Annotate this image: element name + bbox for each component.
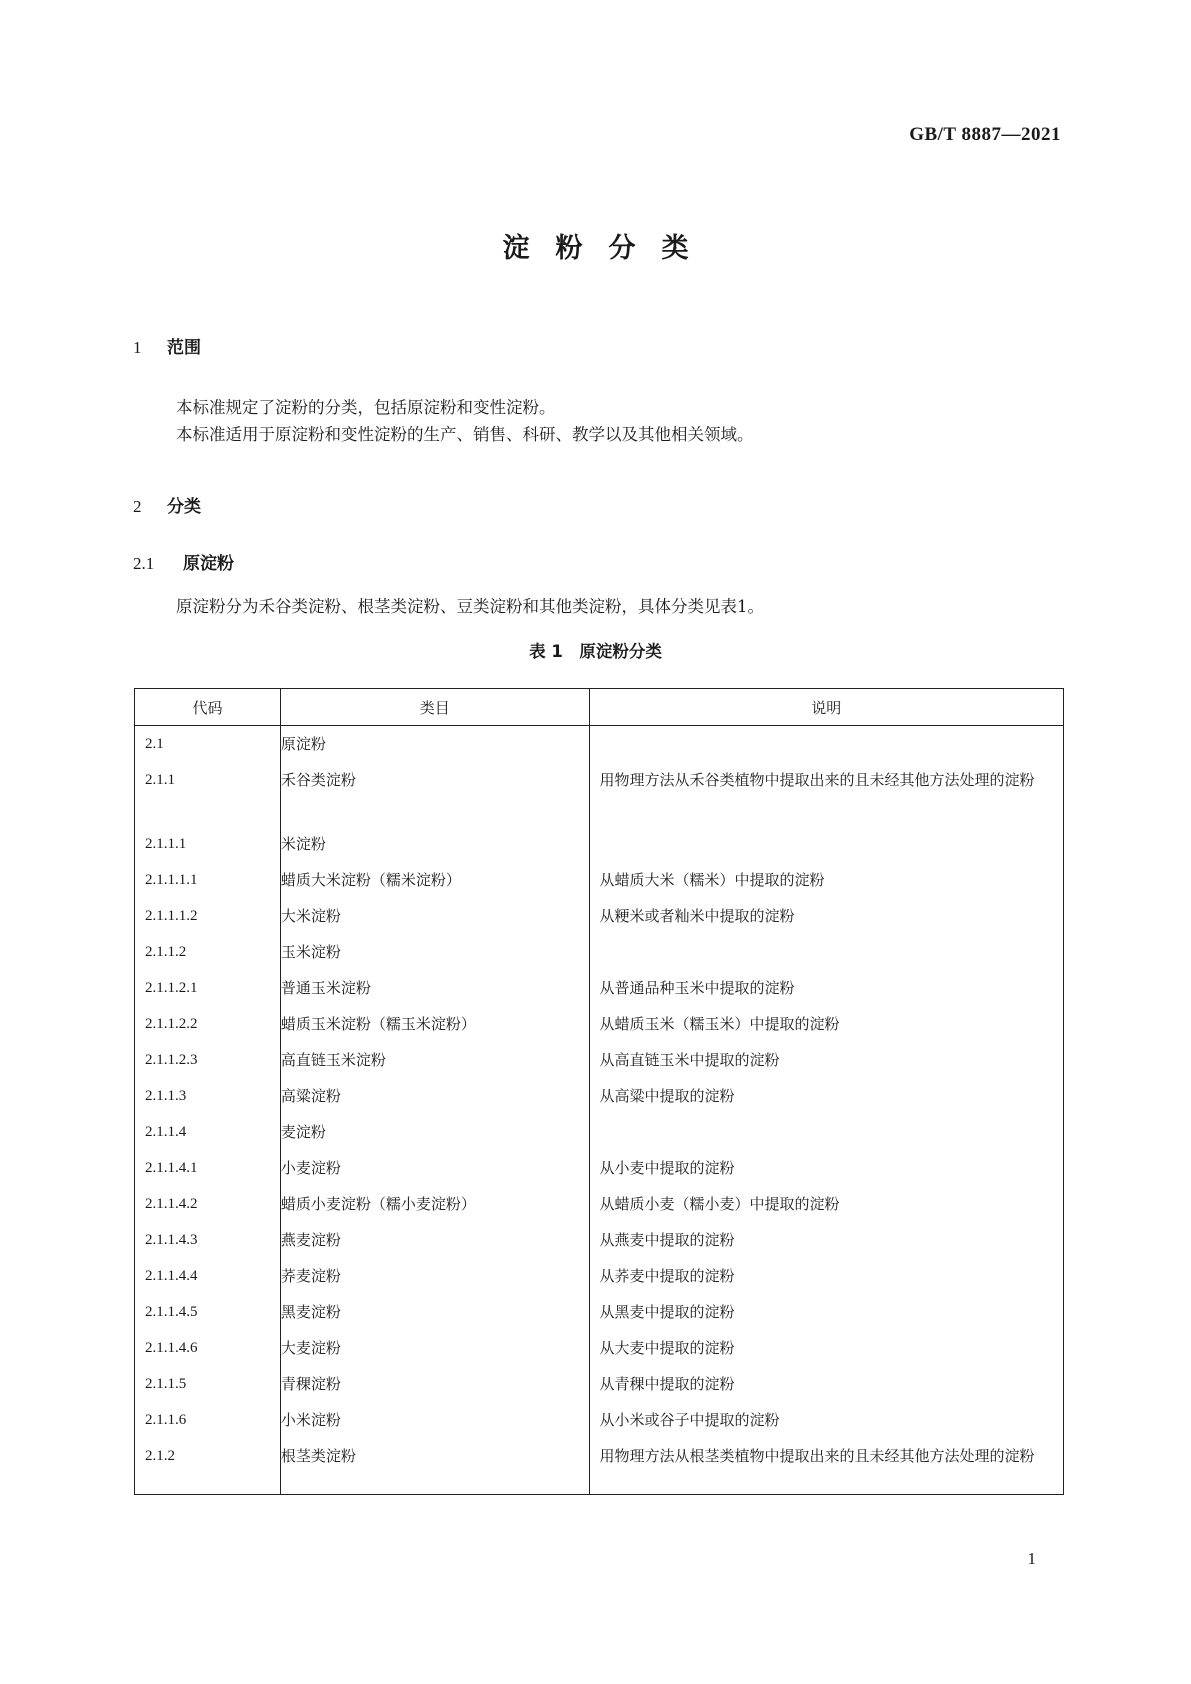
- table-row: [135, 1046, 1064, 1082]
- cell-category: 玉米淀粉: [280, 938, 589, 974]
- table-row: [135, 766, 1064, 830]
- cell-category: 荞麦淀粉: [280, 1262, 589, 1298]
- cell-category: 大米淀粉: [280, 902, 589, 938]
- cell-code: 2.1.1.1: [135, 830, 281, 866]
- table-header-row: [135, 689, 1064, 726]
- starch-classification-table: [134, 688, 1064, 1495]
- cell-description: 从荞麦中提取的淀粉: [589, 1262, 1063, 1298]
- cell-category: 蜡质小麦淀粉（糯小麦淀粉）: [280, 1190, 589, 1226]
- cell-category: 蜡质玉米淀粉（糯玉米淀粉）: [280, 1010, 589, 1046]
- cell-code: 2.1.1.2.2: [135, 1010, 281, 1046]
- table-row: [135, 1226, 1064, 1262]
- header-category: 类目: [280, 689, 589, 726]
- cell-category: 高粱淀粉: [280, 1082, 589, 1118]
- cell-description: 从蜡质小麦（糯小麦）中提取的淀粉: [589, 1190, 1063, 1226]
- section-2-heading: [133, 492, 201, 517]
- table-row: [135, 1118, 1064, 1154]
- cell-description: 从小米或谷子中提取的淀粉: [589, 1406, 1063, 1442]
- cell-code: 2.1.1.1.1: [135, 866, 281, 902]
- cell-description: 从蜡质大米（糯米）中提取的淀粉: [589, 866, 1063, 902]
- cell-code: 2.1.1.4.4: [135, 1262, 281, 1298]
- cell-description: 从粳米或者籼米中提取的淀粉: [589, 902, 1063, 938]
- cell-description: 从高直链玉米中提取的淀粉: [589, 1046, 1063, 1082]
- section-1-paragraph-2: 本标准适用于原淀粉和变性淀粉的生产、销售、科研、教学以及其他相关领域。: [176, 425, 754, 444]
- table-row: [135, 1154, 1064, 1190]
- table-row: [135, 726, 1064, 767]
- table-row: [135, 1262, 1064, 1298]
- page-number: 1: [1027, 1549, 1036, 1568]
- cell-code: 2.1.1.2.1: [135, 974, 281, 1010]
- table-row: [135, 1010, 1064, 1046]
- cell-description: 从青稞中提取的淀粉: [589, 1370, 1063, 1406]
- cell-category: 黑麦淀粉: [280, 1298, 589, 1334]
- cell-code: 2.1.1.4.3: [135, 1226, 281, 1262]
- table-row: [135, 1406, 1064, 1442]
- table-row: [135, 1082, 1064, 1118]
- cell-code: 2.1: [135, 726, 281, 767]
- cell-category: 小麦淀粉: [280, 1154, 589, 1190]
- table-row: [135, 1334, 1064, 1370]
- section-1-heading: [133, 333, 201, 358]
- cell-description: [589, 1118, 1063, 1154]
- cell-description: 从燕麦中提取的淀粉: [589, 1226, 1063, 1262]
- cell-code: 2.1.1.4.6: [135, 1334, 281, 1370]
- cell-code: 2.1.1.6: [135, 1406, 281, 1442]
- cell-code: 2.1.1.5: [135, 1370, 281, 1406]
- table-caption: 表 1 原淀粉分类: [529, 642, 662, 661]
- section-1-title: 范围: [167, 338, 201, 358]
- cell-category: 燕麦淀粉: [280, 1226, 589, 1262]
- cell-code: 2.1.1.4.1: [135, 1154, 281, 1190]
- cell-description: 从高粱中提取的淀粉: [589, 1082, 1063, 1118]
- table-row: [135, 1298, 1064, 1334]
- table-row: [135, 974, 1064, 1010]
- section-2-title: 分类: [167, 497, 201, 517]
- section-1-number: 1: [133, 338, 142, 357]
- cell-category: 青稞淀粉: [280, 1370, 589, 1406]
- section-2-number: 2: [133, 497, 142, 516]
- cell-category: 禾谷类淀粉: [280, 766, 589, 830]
- table-row: [135, 1190, 1064, 1226]
- section-2-1-number: 2.1: [133, 554, 155, 573]
- cell-category: 大麦淀粉: [280, 1334, 589, 1370]
- document-title: 淀粉分类: [502, 233, 715, 264]
- table-row: [135, 1370, 1064, 1406]
- cell-category: 米淀粉: [280, 830, 589, 866]
- table-row: [135, 830, 1064, 866]
- cell-description: 从黑麦中提取的淀粉: [589, 1298, 1063, 1334]
- table-body: [135, 726, 1064, 1495]
- header-description: 说明: [589, 689, 1063, 726]
- cell-category: 麦淀粉: [280, 1118, 589, 1154]
- cell-description: [589, 830, 1063, 866]
- header-code: 代码: [135, 689, 281, 726]
- cell-description: 用物理方法从根茎类植物中提取出来的且未经其他方法处理的淀粉: [589, 1442, 1063, 1495]
- cell-code: 2.1.1.2: [135, 938, 281, 974]
- cell-code: 2.1.1.3: [135, 1082, 281, 1118]
- cell-category: 普通玉米淀粉: [280, 974, 589, 1010]
- section-2-1-title: 原淀粉: [183, 554, 234, 574]
- table-row: [135, 902, 1064, 938]
- cell-description: 从普通品种玉米中提取的淀粉: [589, 974, 1063, 1010]
- cell-description: [589, 726, 1063, 767]
- cell-code: 2.1.1.4: [135, 1118, 281, 1154]
- table-row: [135, 866, 1064, 902]
- cell-code: 2.1.2: [135, 1442, 281, 1495]
- table-row: [135, 938, 1064, 974]
- cell-code: 2.1.1.4.5: [135, 1298, 281, 1334]
- cell-description: 用物理方法从禾谷类植物中提取出来的且未经其他方法处理的淀粉: [589, 766, 1063, 830]
- cell-description: 从大麦中提取的淀粉: [589, 1334, 1063, 1370]
- section-1-paragraph-1: 本标准规定了淀粉的分类，包括原淀粉和变性淀粉。: [176, 398, 556, 417]
- cell-category: 根茎类淀粉: [280, 1442, 589, 1495]
- cell-description: [589, 938, 1063, 974]
- cell-category: 小米淀粉: [280, 1406, 589, 1442]
- table-row: [135, 1442, 1064, 1495]
- cell-code: 2.1.1: [135, 766, 281, 830]
- cell-description: 从蜡质玉米（糯玉米）中提取的淀粉: [589, 1010, 1063, 1046]
- cell-category: 蜡质大米淀粉（糯米淀粉）: [280, 866, 589, 902]
- cell-category: 原淀粉: [280, 726, 589, 767]
- cell-code: 2.1.1.2.3: [135, 1046, 281, 1082]
- cell-category: 高直链玉米淀粉: [280, 1046, 589, 1082]
- cell-code: 2.1.1.1.2: [135, 902, 281, 938]
- section-2-1-paragraph: 原淀粉分为禾谷类淀粉、根茎类淀粉、豆类淀粉和其他类淀粉，具体分类见表1。: [176, 597, 764, 616]
- section-2-1-heading: [133, 549, 234, 574]
- cell-description: 从小麦中提取的淀粉: [589, 1154, 1063, 1190]
- cell-code: 2.1.1.4.2: [135, 1190, 281, 1226]
- standard-number: GB/T 8887—2021: [909, 124, 1061, 145]
